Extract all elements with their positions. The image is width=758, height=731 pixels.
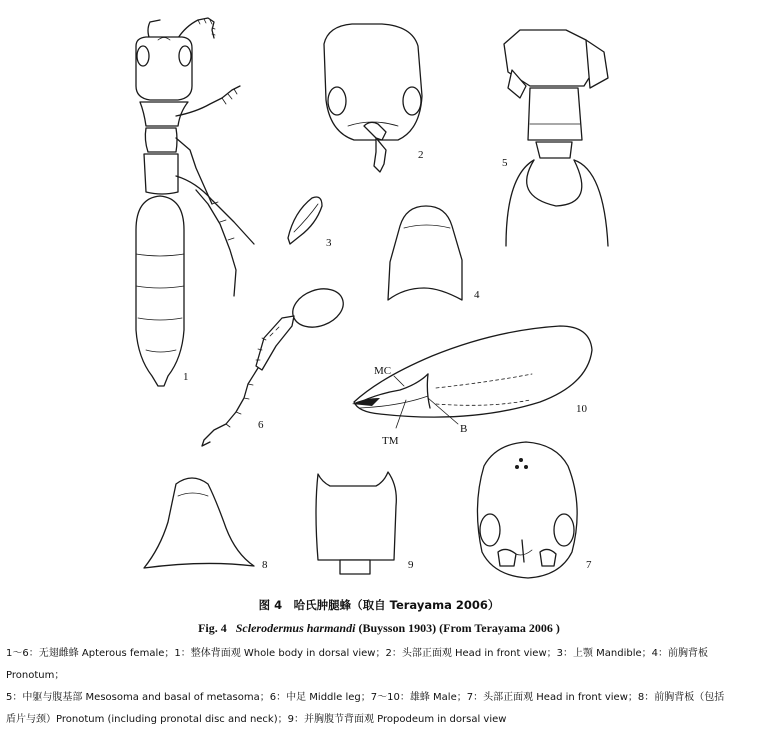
label-6: 6 — [258, 419, 264, 431]
label-tm: TM — [382, 435, 399, 447]
forewing-drawing — [352, 326, 592, 447]
whole-body-drawing — [136, 18, 254, 386]
figure-caption-english — [0, 621, 758, 636]
label-10: 10 — [576, 403, 587, 415]
label-b: B — [460, 423, 468, 435]
label-5: 5 — [502, 157, 508, 169]
species-name: Sclerodermus harmandi — [235, 621, 356, 635]
label-3: 3 — [326, 237, 332, 249]
propodeum-drawing — [316, 472, 414, 574]
label-mc: MC — [374, 365, 392, 377]
male-pronotum-drawing — [144, 478, 268, 571]
caption-source: (Buysson 1903) (From Terayama 2006 ) — [355, 621, 560, 635]
mandible-drawing — [288, 197, 332, 249]
male-head-front-drawing — [477, 442, 592, 578]
label-1: 1 — [183, 371, 189, 383]
female-head-front-drawing — [324, 24, 424, 172]
legend-line-2: 5：中躯与腹基部 Mesosoma and basal of metasoma；6：中足 Middle leg；7～10：雄蜂 Male；7：头部正面观 Head in front view；8：前胸背板（包括 — [6, 692, 725, 703]
mesosoma-drawing — [502, 30, 608, 246]
label-9: 9 — [408, 559, 414, 571]
figure-number: Fig. 4 — [198, 621, 227, 635]
figure-caption-chinese: 图 4 哈氏肿腿蜂（取自 Terayama 2006） — [258, 598, 500, 612]
pronotum-drawing — [388, 206, 480, 301]
label-8: 8 — [262, 559, 268, 571]
figure-legend — [6, 643, 754, 731]
label-4: 4 — [474, 289, 480, 301]
legend-line-3: 盾片与颈）Pronotum (including pronotal disc and neck)；9：并胸腹节背面观 Propodeum in dorsal view — [6, 714, 507, 725]
middle-leg-drawing — [202, 282, 349, 446]
label-2: 2 — [418, 149, 424, 161]
label-7: 7 — [586, 559, 592, 571]
legend-line-1: 1～6：无翅雌蜂 Apterous female；1：整体背面观 Whole body in dorsal view；2：头部正面观 Head in front view；3：上颚 Mandible；4：前胸背板 Pronotum； — [6, 648, 709, 681]
